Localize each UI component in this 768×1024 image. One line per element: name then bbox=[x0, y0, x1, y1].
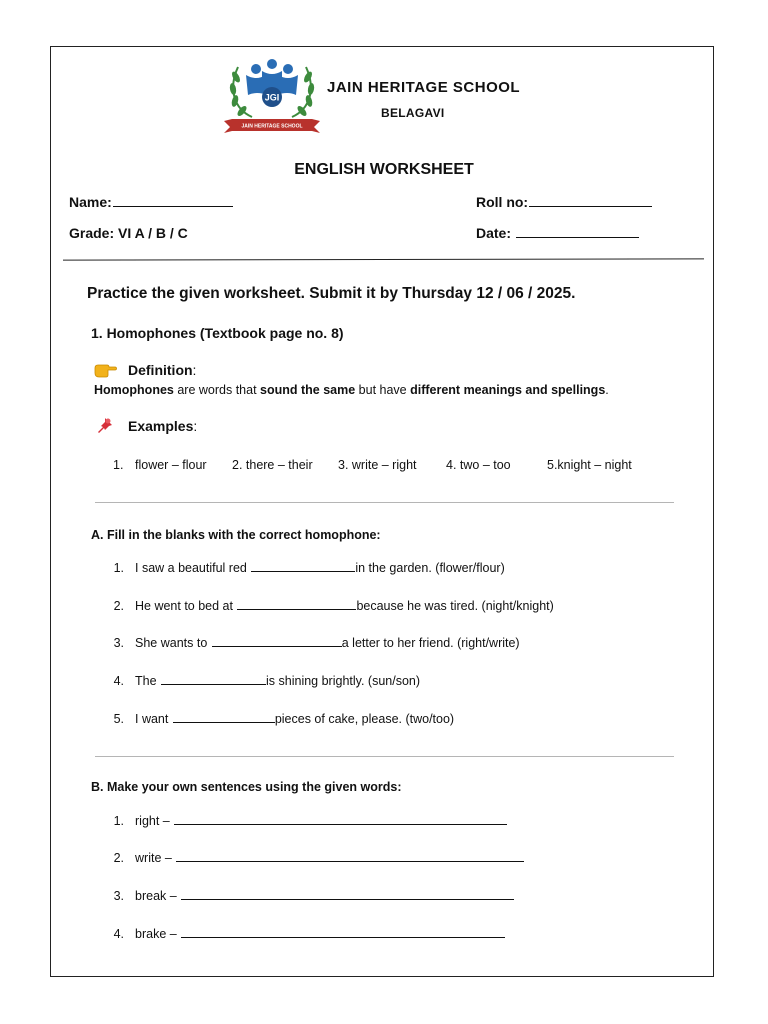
definition-term: Homophones bbox=[94, 383, 174, 397]
logo-initials: JGI bbox=[264, 92, 280, 103]
answer-blank[interactable] bbox=[251, 570, 355, 572]
pointing-hand-icon bbox=[93, 362, 117, 378]
roll-label: Roll no: bbox=[476, 194, 529, 210]
fill-blank-item bbox=[95, 561, 505, 575]
definition-part: . bbox=[605, 383, 609, 397]
definition-emphasis: sound the same bbox=[260, 383, 356, 397]
list-number: 5. bbox=[113, 712, 124, 726]
roll-blank bbox=[529, 205, 652, 207]
item-text-after: a letter to her friend. (right/write) bbox=[341, 636, 520, 650]
list-number: 3. bbox=[113, 889, 124, 903]
section1-title: 1. Homophones (Textbook page no. 8) bbox=[91, 325, 344, 341]
definition-colon: : bbox=[192, 362, 197, 378]
date-blank bbox=[516, 236, 639, 238]
section-divider bbox=[95, 756, 674, 757]
school-logo bbox=[222, 55, 322, 135]
name-blank bbox=[113, 205, 233, 207]
given-word: write – bbox=[135, 851, 172, 865]
sentence-item bbox=[95, 851, 524, 865]
section-divider bbox=[95, 502, 674, 503]
definition-part: but have bbox=[355, 383, 411, 397]
example-1-text: flower – flour bbox=[135, 458, 207, 472]
worksheet-title: ENGLISH WORKSHEET bbox=[294, 161, 474, 178]
item-text-before: I saw a beautiful red bbox=[135, 561, 251, 575]
example-4: 4. two – too bbox=[446, 458, 511, 472]
worksheet-frame bbox=[50, 46, 714, 977]
examples-colon: : bbox=[193, 418, 198, 434]
example-1 bbox=[113, 458, 123, 472]
date-label: Date: bbox=[476, 225, 515, 241]
item-text-after: pieces of cake, please. (two/too) bbox=[274, 712, 455, 726]
examples-label-text: Examples bbox=[128, 418, 194, 434]
list-number: 4. bbox=[113, 927, 124, 941]
list-number: 1. bbox=[113, 814, 124, 828]
fill-blank-item bbox=[95, 674, 420, 688]
sectionA-heading: A. Fill in the blanks with the correct homophone: bbox=[91, 528, 381, 542]
examples-label bbox=[128, 418, 197, 434]
fill-blank-item bbox=[95, 599, 554, 613]
item-text-before: The bbox=[135, 674, 161, 688]
sentence-line[interactable] bbox=[181, 898, 514, 900]
definition-emphasis: different meanings and spellings bbox=[410, 383, 606, 397]
answer-blank[interactable] bbox=[212, 645, 342, 647]
sentence-line[interactable] bbox=[176, 860, 524, 862]
sentence-line[interactable] bbox=[174, 823, 507, 825]
example-5: 5.knight – night bbox=[547, 458, 632, 472]
answer-blank[interactable] bbox=[237, 608, 356, 610]
item-text-before: She wants to bbox=[135, 636, 211, 650]
fill-blank-item bbox=[95, 712, 454, 726]
sectionB-heading: B. Make your own sentences using the given words: bbox=[91, 780, 402, 794]
given-word: break – bbox=[135, 889, 177, 903]
date-field bbox=[476, 225, 639, 241]
school-name: JAIN HERITAGE SCHOOL bbox=[327, 79, 521, 96]
logo-ribbon-text: JAIN HERITAGE SCHOOL bbox=[241, 123, 303, 130]
name-field bbox=[69, 194, 233, 210]
list-number: 3. bbox=[113, 636, 124, 650]
answer-blank[interactable] bbox=[161, 683, 266, 685]
sentence-line[interactable] bbox=[181, 936, 505, 938]
definition-text bbox=[94, 383, 609, 397]
sentence-item bbox=[95, 889, 514, 903]
list-number: 2. bbox=[113, 599, 124, 613]
school-city: BELAGAVI bbox=[381, 106, 445, 120]
roll-field bbox=[476, 194, 652, 210]
list-number: 2. bbox=[113, 851, 124, 865]
given-word: brake – bbox=[135, 927, 177, 941]
name-label: Name: bbox=[69, 194, 112, 210]
item-text-before: He went to bed at bbox=[135, 599, 237, 613]
pushpin-icon bbox=[95, 417, 115, 435]
definition-label-text: Definition bbox=[128, 362, 193, 378]
sentence-item bbox=[95, 814, 507, 828]
answer-blank[interactable] bbox=[173, 721, 275, 723]
item-text-after: because he was tired. (night/knight) bbox=[356, 599, 554, 613]
list-number: 4. bbox=[113, 674, 124, 688]
item-text-after: is shining brightly. (sun/son) bbox=[266, 674, 421, 688]
definition-part: are words that bbox=[173, 383, 261, 397]
item-text-before: I want bbox=[135, 712, 172, 726]
sentence-item bbox=[95, 927, 505, 941]
instruction-text: Practice the given worksheet. Submit it by Thursday 12 / 06 / 2025. bbox=[87, 285, 576, 302]
definition-label bbox=[128, 362, 196, 378]
item-text-after: in the garden. (flower/flour) bbox=[355, 561, 505, 575]
fill-blank-item bbox=[95, 636, 520, 650]
list-number: 1. bbox=[113, 561, 124, 575]
grade-field: Grade: VI A / B / C bbox=[69, 225, 188, 241]
example-3: 3. write – right bbox=[338, 458, 417, 472]
given-word: right – bbox=[135, 814, 170, 828]
list-number: 1. bbox=[113, 458, 124, 472]
example-2: 2. there – their bbox=[232, 458, 313, 472]
